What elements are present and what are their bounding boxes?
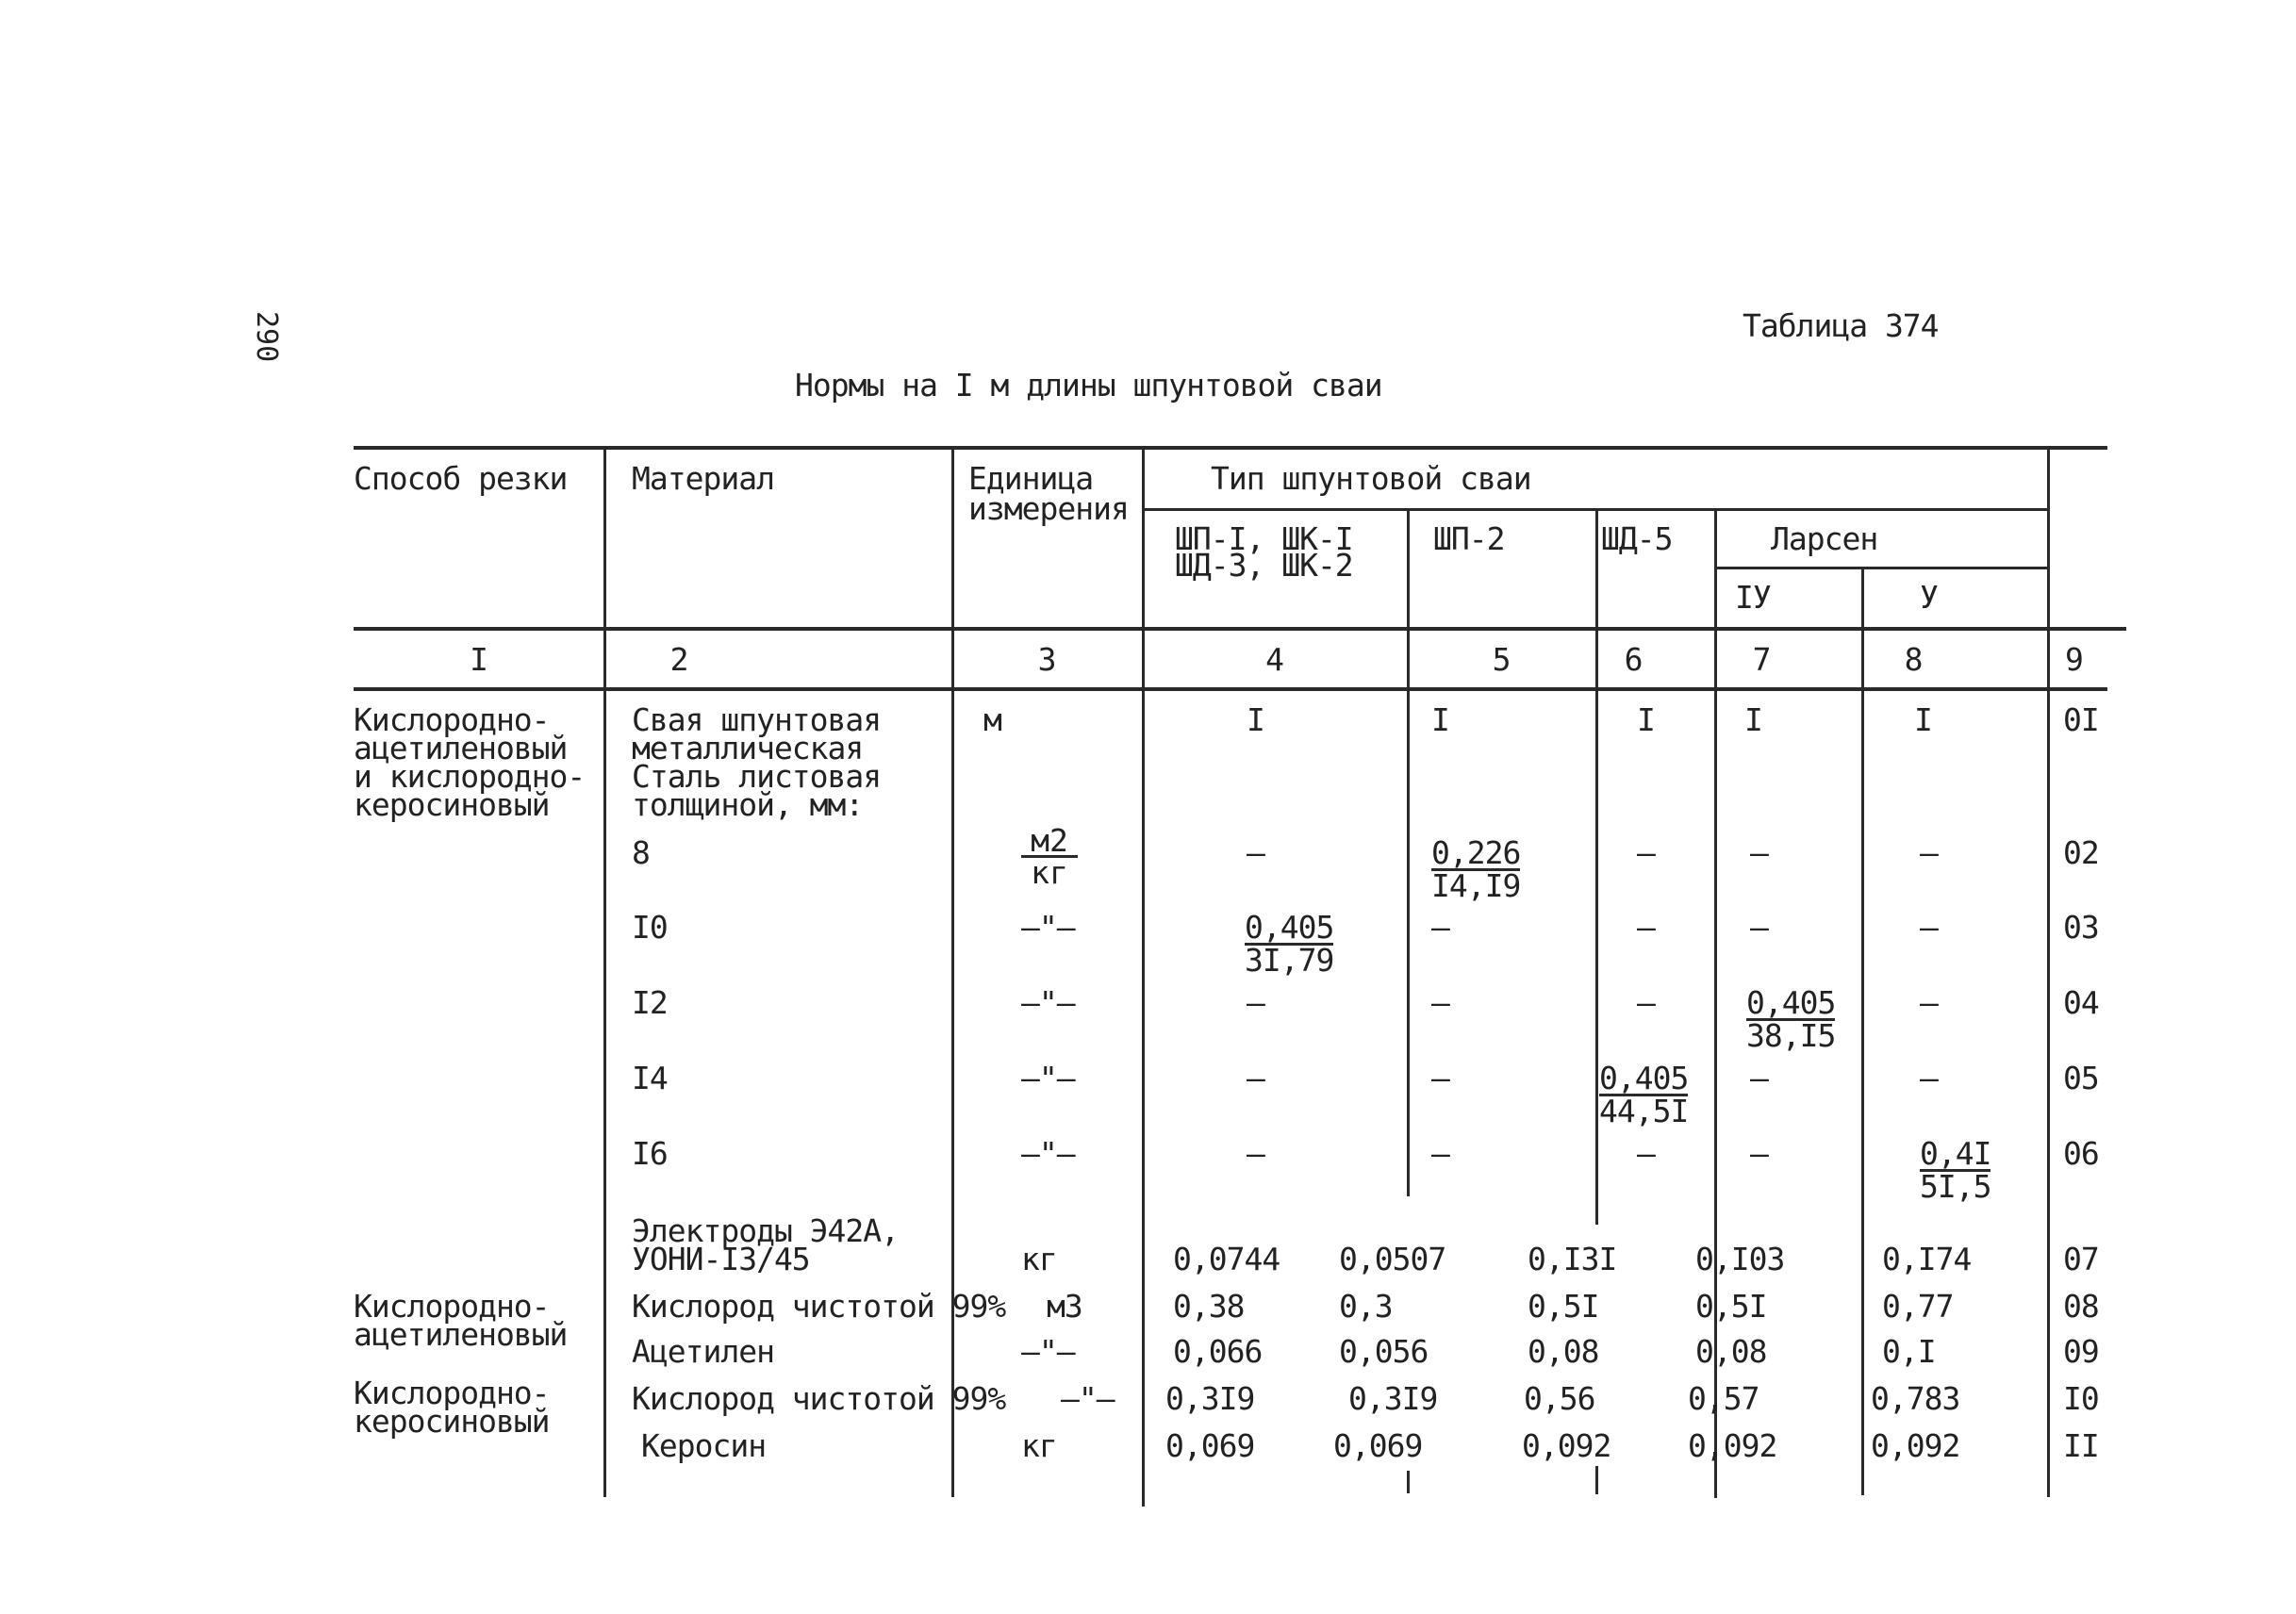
denominator: I4,I9 xyxy=(1431,867,1521,904)
value-col5: 0,056 xyxy=(1339,1333,1429,1370)
col-number-6: 6 xyxy=(1624,641,1643,678)
material: металлическая xyxy=(632,730,864,766)
vline-8 xyxy=(2047,446,2050,1497)
value-col8: 0,77 xyxy=(1882,1288,1954,1325)
material: Кислород чистотой 99% xyxy=(632,1288,1006,1325)
numerator: 0,405 xyxy=(1245,909,1334,946)
value-col4: 0,3I9 xyxy=(1165,1380,1255,1417)
material: УОНИ-I3/45 xyxy=(632,1241,810,1277)
header-col4-line1: ШП-I, ШК-I xyxy=(1175,520,1353,557)
unit: –"– xyxy=(1061,1380,1115,1417)
method-1-line4: керосиновый xyxy=(354,786,550,823)
row-code: 09 xyxy=(2063,1333,2099,1370)
unit-denominator: кг xyxy=(1031,854,1068,891)
col-number-7: 7 xyxy=(1752,641,1771,678)
value-col8: – xyxy=(1920,834,1938,871)
method-2-line1: Кислородно- xyxy=(354,1288,550,1325)
method-2-line2: ацетиленовый xyxy=(354,1316,568,1353)
material: I2 xyxy=(632,984,668,1021)
unit-numerator: м2 xyxy=(1021,826,1078,858)
material: Электроды Э42А, xyxy=(632,1212,900,1249)
value-col4: I xyxy=(1247,701,1264,738)
value-col6-fraction xyxy=(1599,1060,1689,1129)
material: Свая шпунтовая xyxy=(632,701,882,738)
row-code: 04 xyxy=(2063,984,2099,1021)
value-col7: – xyxy=(1750,834,1768,871)
col-number-8: 8 xyxy=(1904,641,1923,678)
numerator: 0,405 xyxy=(1599,1060,1689,1096)
row-code: 05 xyxy=(2063,1060,2099,1096)
header-pile-type: Тип шпунтовой сваи xyxy=(1211,460,1531,497)
value-col4: 0,38 xyxy=(1173,1288,1245,1325)
vline-4 xyxy=(1407,508,1410,1196)
value-col6: – xyxy=(1637,834,1655,871)
material: 8 xyxy=(632,834,650,871)
vline-1 xyxy=(603,446,606,1497)
value-col5: – xyxy=(1431,984,1449,1021)
value-col5: 0,3 xyxy=(1339,1288,1393,1325)
header-unit-line2: измерения xyxy=(968,490,1129,527)
value-col8: – xyxy=(1920,984,1938,1021)
rule-larsen xyxy=(1714,567,2048,569)
header-col4-line2: ШД-3, ШК-2 xyxy=(1175,547,1353,584)
method-1-line1: Кислородно- xyxy=(354,701,550,738)
col-number-9: 9 xyxy=(2065,641,2083,678)
method-1-line2: ацетиленовый xyxy=(354,730,568,766)
value-col7: 0,57 xyxy=(1688,1380,1759,1417)
value-col8: 0,783 xyxy=(1871,1380,1960,1417)
table-label: Таблица 374 xyxy=(1743,307,1939,344)
row-code: II xyxy=(2063,1427,2099,1464)
header-method: Способ резки xyxy=(354,460,568,497)
row-code: 03 xyxy=(2063,909,2099,946)
page-number: 290 xyxy=(250,311,283,363)
method-3-line1: Кислородно- xyxy=(354,1375,550,1411)
header-col7: IУ xyxy=(1735,579,1771,616)
vline-7 xyxy=(1861,567,1864,1495)
vline-5 xyxy=(1595,508,1598,1225)
value-col6: – xyxy=(1637,1135,1655,1172)
denominator: 44,5I xyxy=(1599,1093,1689,1129)
numerator: 0,4I xyxy=(1920,1135,1991,1172)
value-col5: 0,3I9 xyxy=(1348,1380,1438,1417)
value-col4: – xyxy=(1247,834,1264,871)
header-larsen: Ларсен xyxy=(1771,520,1878,557)
rule-col-numbers xyxy=(354,687,2107,691)
vline-2 xyxy=(951,446,954,1497)
unit: м3 xyxy=(1047,1288,1082,1325)
value-col7: – xyxy=(1750,1135,1768,1172)
col-number-3: 3 xyxy=(1037,641,1056,678)
value-col8: – xyxy=(1920,1060,1938,1096)
value-col6: 0,092 xyxy=(1522,1427,1611,1464)
denominator: 38,I5 xyxy=(1746,1017,1836,1054)
value-col7: 0,08 xyxy=(1695,1333,1767,1370)
material: I6 xyxy=(632,1135,668,1172)
unit: кг xyxy=(1021,1241,1057,1277)
value-col6: – xyxy=(1637,909,1655,946)
numerator: 0,405 xyxy=(1746,984,1836,1021)
material: Сталь листовая xyxy=(632,758,882,795)
value-col6: 0,I3I xyxy=(1528,1241,1617,1277)
material: I0 xyxy=(632,909,668,946)
col-number-1: I xyxy=(470,641,487,678)
value-col8: 0,092 xyxy=(1871,1427,1960,1464)
value-col8: I xyxy=(1914,701,1932,738)
value-col7-fraction xyxy=(1746,984,1836,1054)
value-col7: – xyxy=(1750,909,1768,946)
method-1-line3: и кислородно- xyxy=(354,758,586,795)
table-title: Нормы на I м длины шпунтовой сваи xyxy=(795,367,1382,404)
denominator: 5I,5 xyxy=(1920,1168,1991,1205)
unit: –"– xyxy=(1021,909,1075,946)
row-code: I0 xyxy=(2063,1380,2099,1417)
value-col5-fraction xyxy=(1431,834,1521,904)
value-col4: – xyxy=(1247,1135,1264,1172)
rule-top xyxy=(354,446,2107,450)
col-number-5: 5 xyxy=(1492,641,1511,678)
row-code: 08 xyxy=(2063,1288,2099,1325)
value-col8-fraction xyxy=(1920,1135,1991,1205)
value-col7: – xyxy=(1750,1060,1768,1096)
material: Керосин xyxy=(641,1427,767,1464)
value-col4: 0,069 xyxy=(1165,1427,1255,1464)
value-col7: 0,I03 xyxy=(1695,1241,1785,1277)
unit-fraction xyxy=(1021,822,1078,891)
material: толщиной, мм: xyxy=(632,786,864,823)
method-3-line2: керосиновый xyxy=(354,1403,550,1440)
unit: –"– xyxy=(1021,1333,1075,1370)
value-col6: – xyxy=(1637,984,1655,1021)
vline-3 xyxy=(1142,446,1145,1507)
value-col5: 0,069 xyxy=(1333,1427,1423,1464)
value-col8: 0,I xyxy=(1882,1333,1936,1370)
unit: –"– xyxy=(1021,1060,1075,1096)
row-code: 07 xyxy=(2063,1241,2099,1277)
numerator: 0,226 xyxy=(1431,834,1521,871)
vline-4-tick xyxy=(1407,1471,1410,1493)
value-col7: 0,5I xyxy=(1695,1288,1767,1325)
material: Ацетилен xyxy=(632,1333,774,1370)
unit: кг xyxy=(1021,1427,1057,1464)
col-number-4: 4 xyxy=(1265,641,1283,678)
value-col5: I xyxy=(1431,701,1449,738)
value-col4: – xyxy=(1247,984,1264,1021)
vline-5-tick xyxy=(1595,1466,1598,1494)
row-code: 02 xyxy=(2063,834,2099,871)
header-col6: ШД-5 xyxy=(1601,520,1673,557)
unit: м xyxy=(983,701,1001,738)
value-col6: I xyxy=(1637,701,1655,738)
unit: –"– xyxy=(1021,1135,1075,1172)
header-col5: ШП-2 xyxy=(1433,520,1505,557)
value-col6: 0,5I xyxy=(1528,1288,1599,1325)
value-col7: 0,092 xyxy=(1688,1427,1777,1464)
rule-header-bottom xyxy=(354,627,2126,631)
value-col5: – xyxy=(1431,1060,1449,1096)
value-col5: – xyxy=(1431,1135,1449,1172)
value-col4: 0,066 xyxy=(1173,1333,1263,1370)
header-material: Материал xyxy=(632,460,774,497)
header-col8: У xyxy=(1920,579,1938,616)
material: Кислород чистотой 99% xyxy=(632,1380,1006,1417)
material: I4 xyxy=(632,1060,668,1096)
value-col5: 0,0507 xyxy=(1339,1241,1446,1277)
value-col6: 0,08 xyxy=(1528,1333,1599,1370)
unit: –"– xyxy=(1021,984,1075,1021)
header-unit-line1: Единица xyxy=(968,460,1094,497)
col-number-2: 2 xyxy=(669,641,688,678)
row-code: 0I xyxy=(2063,701,2099,738)
value-col7: I xyxy=(1744,701,1762,738)
denominator: 3I,79 xyxy=(1245,942,1334,979)
value-col4-fraction xyxy=(1245,909,1334,979)
row-code: 06 xyxy=(2063,1135,2099,1172)
value-col4: – xyxy=(1247,1060,1264,1096)
value-col6: 0,56 xyxy=(1524,1380,1595,1417)
value-col4: 0,0744 xyxy=(1173,1241,1280,1277)
value-col5: – xyxy=(1431,909,1449,946)
value-col8: 0,I74 xyxy=(1882,1241,1972,1277)
value-col8: – xyxy=(1920,909,1938,946)
